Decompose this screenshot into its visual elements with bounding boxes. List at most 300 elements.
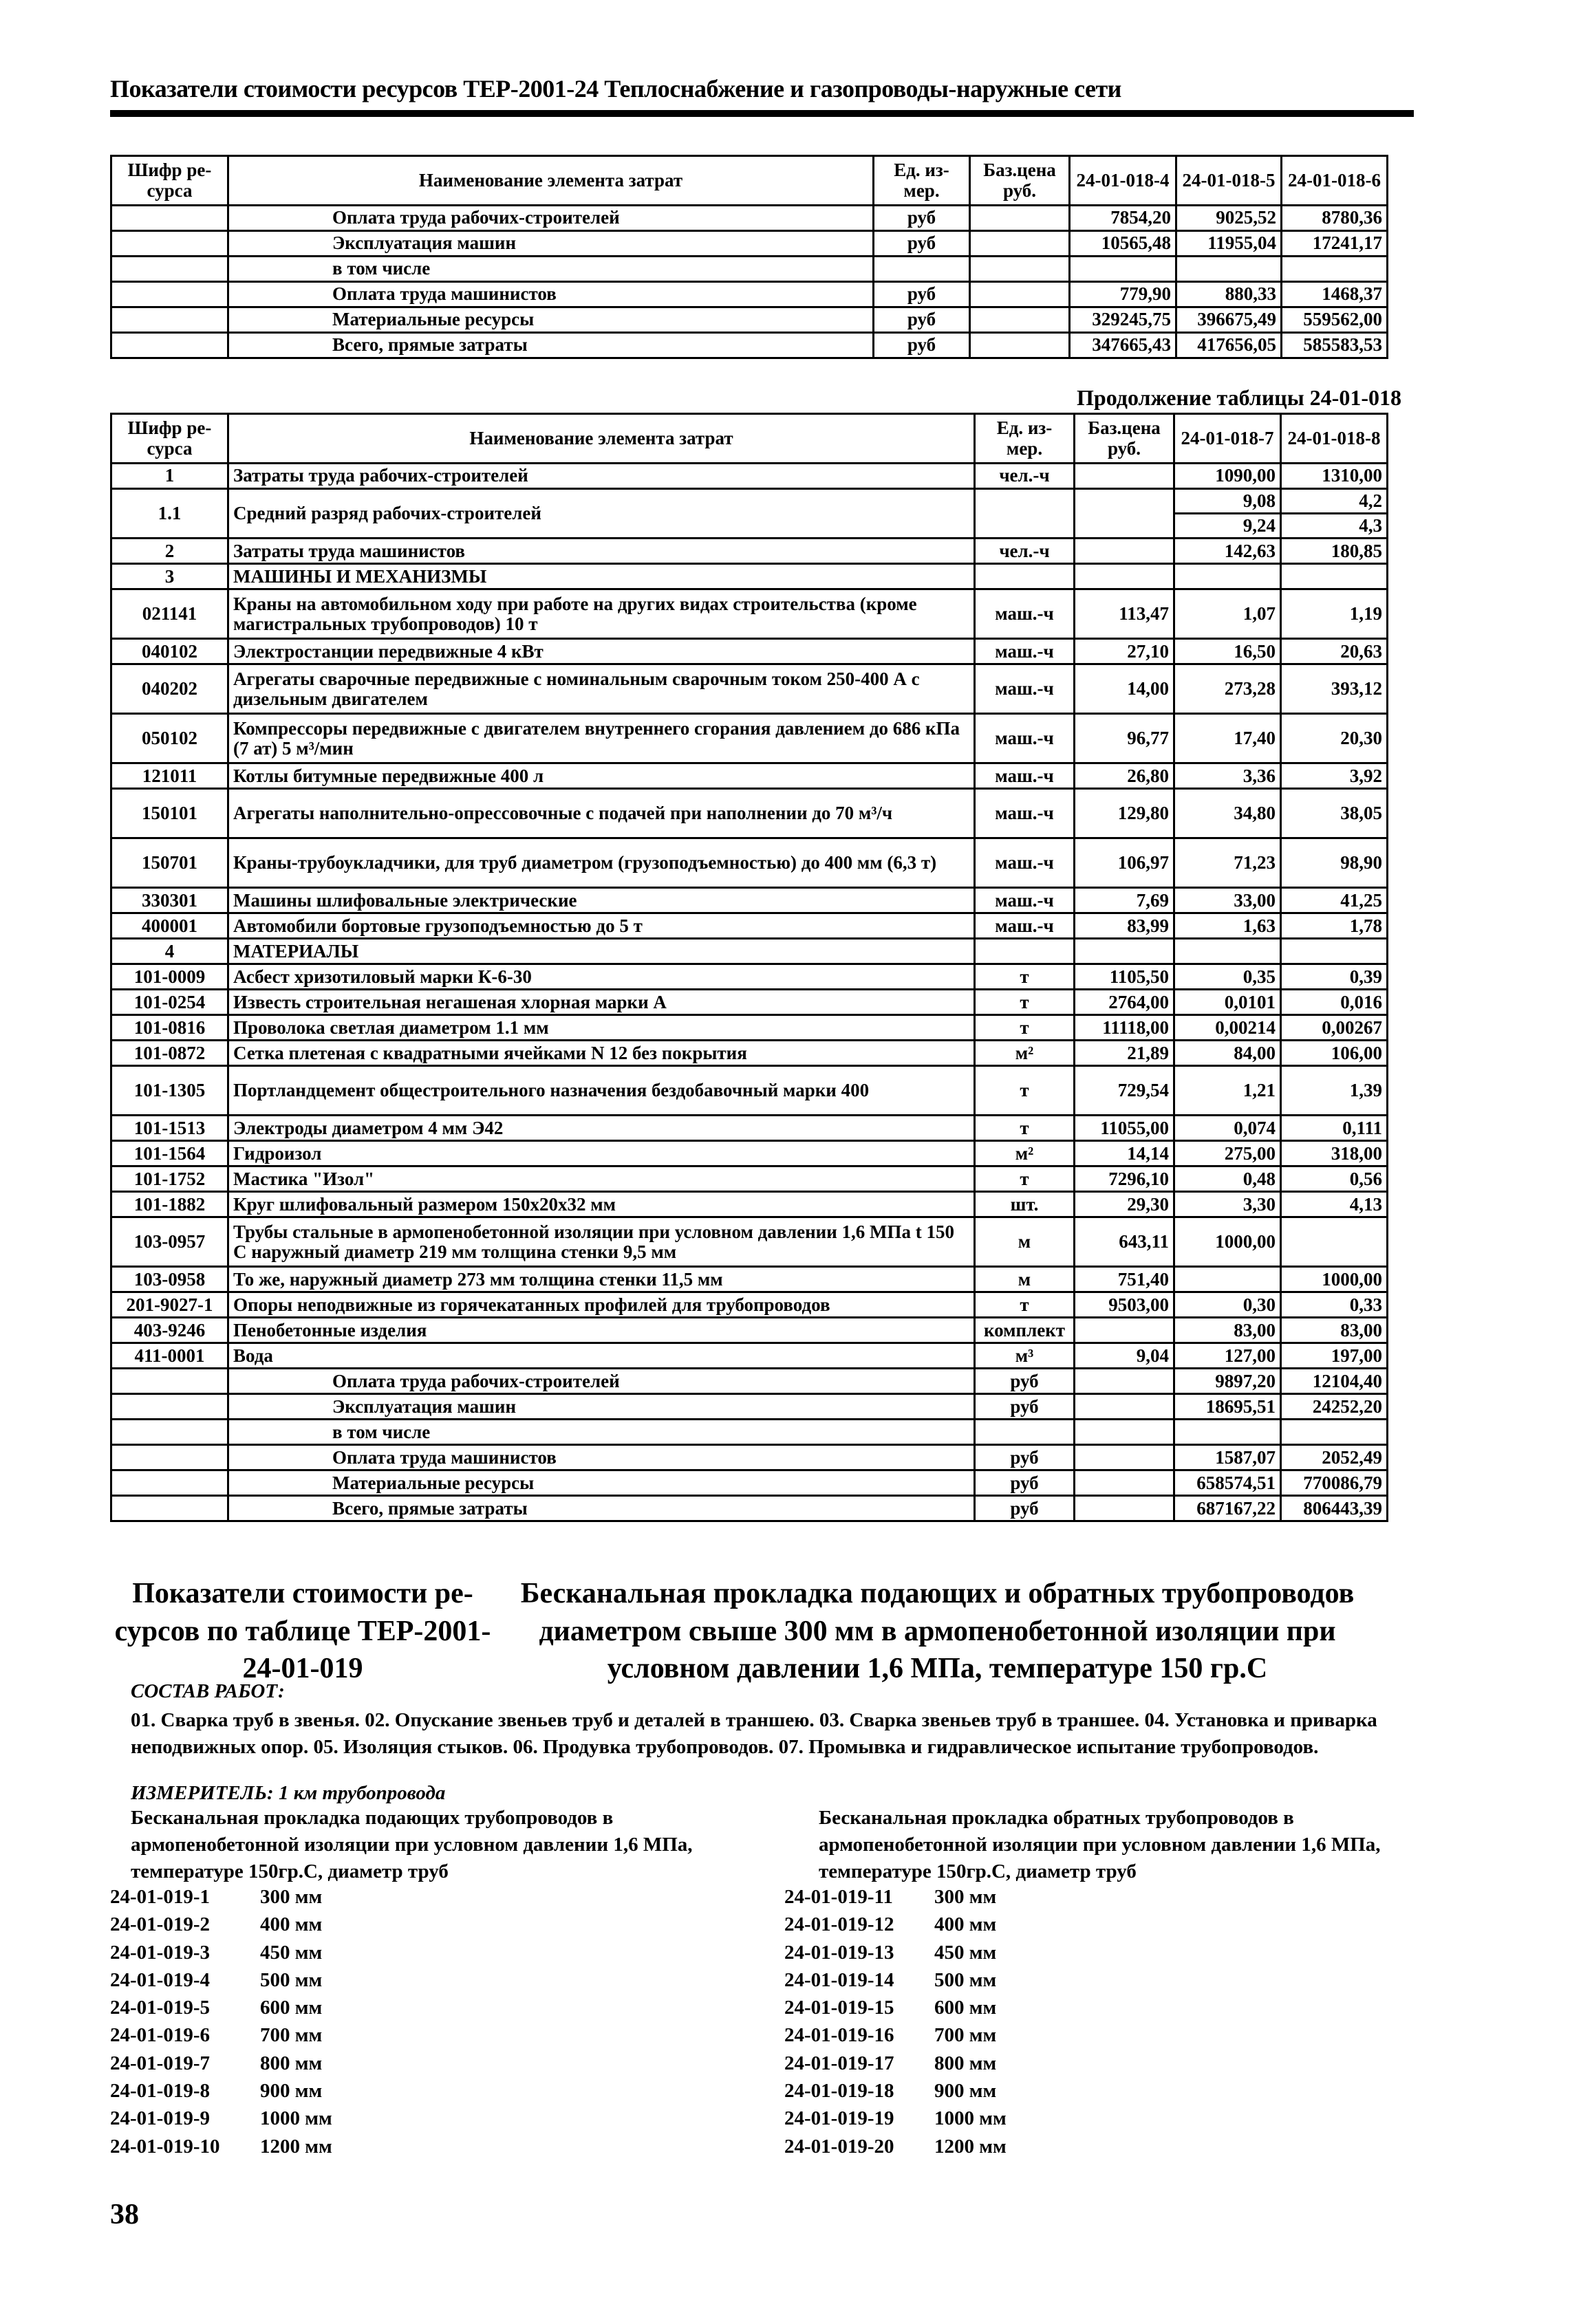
table-row — [111, 231, 1388, 257]
cell-name: Вода — [228, 1343, 975, 1369]
cell-value: 0,074 — [1174, 1116, 1281, 1141]
cell-value — [1281, 939, 1388, 964]
cell-price — [970, 333, 1070, 358]
cell-name: Оплата труда рабочих-строителей — [228, 1369, 975, 1394]
norm-code: 24-01-019-16 — [784, 2024, 894, 2047]
cell-name: Оплата труда рабочих-строителей — [228, 206, 874, 231]
cell-name: Всего, прямые затраты — [228, 1496, 975, 1521]
cell-price: 29,30 — [1075, 1192, 1174, 1217]
cell-value: 1,39 — [1281, 1066, 1388, 1116]
cell-code: 150701 — [111, 838, 228, 888]
cell-value: 1468,37 — [1282, 282, 1388, 307]
cell-unit: руб — [874, 206, 970, 231]
cell-code: 101-0009 — [111, 964, 228, 990]
cell-price: 83,99 — [1075, 913, 1174, 939]
cell-name: Агрегаты сварочные передвижные с номинальным сварочным током 250-400 А с дизельным двигателем — [228, 664, 975, 714]
cell-value: 3,36 — [1174, 763, 1281, 789]
cell-value: 4,13 — [1281, 1192, 1388, 1217]
cell-price — [1075, 1420, 1174, 1445]
sub-value: 4,3 — [1359, 515, 1382, 536]
cell-code — [111, 307, 228, 333]
code-list-item — [110, 1883, 332, 1911]
cell-price: 751,40 — [1075, 1267, 1174, 1292]
pipe-diameter: 400 мм — [934, 1913, 997, 1936]
col-header-name: Наименование элемента затрат — [228, 414, 975, 464]
cell-value: 20,30 — [1281, 714, 1388, 763]
table-row — [111, 1343, 1388, 1369]
cell-value: 10565,48 — [1070, 231, 1176, 257]
cell-name: Асбест хризотиловый марки К-6-30 — [228, 964, 975, 990]
right-codes-list — [784, 1883, 1007, 2160]
cell-value: 1,19 — [1281, 589, 1388, 639]
cell-value: 34,80 — [1174, 789, 1281, 838]
cell-unit: т — [975, 1292, 1075, 1318]
cell-value: 0,48 — [1174, 1166, 1281, 1192]
cell-price — [970, 282, 1070, 307]
norm-code: 24-01-019-20 — [784, 2135, 894, 2158]
page-header: Показатели стоимости ресурсов ТЕР-2001-24 Теплоснабжение и газопроводы-наружные сети — [110, 75, 1121, 102]
cell-unit: т — [975, 1066, 1075, 1116]
col-header-018-8: 24-01-018-8 — [1281, 414, 1388, 464]
norm-code: 24-01-019-12 — [784, 1913, 894, 1936]
continuation-caption: Продолжение таблицы 24-01-018 — [1077, 385, 1401, 410]
pipe-diameter: 500 мм — [934, 1968, 997, 1991]
cell-value: 770086,79 — [1281, 1470, 1388, 1496]
cell-value: 41,25 — [1281, 888, 1388, 913]
cell-value — [1174, 1267, 1281, 1292]
cell-value: 559562,00 — [1282, 307, 1388, 333]
cell-price: 106,97 — [1075, 838, 1174, 888]
cell-name: Электроды диаметром 4 мм Э42 — [228, 1116, 975, 1141]
cell-name: Эксплуатация машин — [228, 231, 874, 257]
cell-value: 2052,49 — [1281, 1445, 1388, 1470]
cell-price: 129,80 — [1075, 789, 1174, 838]
cell-value: 1,21 — [1174, 1066, 1281, 1116]
cell-value — [1281, 489, 1388, 539]
pipe-diameter: 1200 мм — [260, 2135, 332, 2158]
cell-value — [1281, 564, 1388, 589]
cell-name: Средний разряд рабочих-строителей — [228, 489, 975, 539]
cell-unit: шт. — [975, 1192, 1075, 1217]
code-list-item — [784, 1966, 1007, 1994]
cell-unit: чел.-ч — [975, 464, 1075, 489]
table-row — [111, 763, 1388, 789]
cell-name: Эксплуатация машин — [228, 1394, 975, 1420]
pipe-diameter: 700 мм — [260, 2024, 323, 2047]
cell-name: Всего, прямые затраты — [228, 333, 874, 358]
col-header-018-5: 24-01-018-5 — [1176, 156, 1282, 206]
cell-name: То же, наружный диаметр 273 мм толщина стенки 11,5 мм — [228, 1267, 975, 1292]
cell-price — [1075, 1394, 1174, 1420]
cell-unit — [975, 939, 1075, 964]
cell-value — [1281, 1420, 1388, 1445]
table-row — [111, 1116, 1388, 1141]
pipe-diameter: 900 мм — [260, 2080, 323, 2103]
cell-value: 1000,00 — [1281, 1267, 1388, 1292]
sub-value: 9,08 — [1175, 490, 1280, 514]
cell-value: 347665,43 — [1070, 333, 1176, 358]
cell-code: 121011 — [111, 763, 228, 789]
pipe-diameter: 600 мм — [260, 1997, 323, 2019]
cell-value: 8780,36 — [1282, 206, 1388, 231]
cell-code: 040102 — [111, 639, 228, 664]
code-list-item — [784, 1994, 1007, 2021]
cell-unit: маш.-ч — [975, 789, 1075, 838]
cell-price — [970, 206, 1070, 231]
cell-value: 83,00 — [1174, 1318, 1281, 1343]
pipe-diameter: 450 мм — [934, 1941, 997, 1964]
cell-name: Материальные ресурсы — [228, 307, 874, 333]
cell-unit — [975, 1420, 1075, 1445]
cell-value: 24252,20 — [1281, 1394, 1388, 1420]
cell-value — [1281, 1217, 1388, 1267]
cell-name: Гидроизол — [228, 1141, 975, 1166]
table-row — [111, 1394, 1388, 1420]
work-composition-text: 01. Сварка труб в звенья. 02. Опускание звеньев труб и деталей в траншею. 03. Сварка звеньев труб в траншее. 04. Установка и приварка неподвижных опор. 05. Изоляция стыков. 06. Продувка трубопроводов. 07. Промывка и гидравлическое испытание трубопроводов. — [131, 1709, 1377, 1759]
table-row — [111, 589, 1388, 639]
cell-unit — [975, 489, 1075, 539]
pipe-diameter: 450 мм — [260, 1941, 323, 1964]
cell-code — [111, 1394, 228, 1420]
cell-price — [1075, 1496, 1174, 1521]
table-row — [111, 964, 1388, 990]
cell-value: 106,00 — [1281, 1041, 1388, 1066]
cell-name: в том числе — [228, 1420, 975, 1445]
code-list-item — [110, 2021, 332, 2049]
norm-code: 24-01-019-8 — [110, 2080, 210, 2103]
cell-unit: т — [975, 1166, 1075, 1192]
cell-price: 21,89 — [1075, 1041, 1174, 1066]
col-header-018-4: 24-01-018-4 — [1070, 156, 1176, 206]
cell-value: 806443,39 — [1281, 1496, 1388, 1521]
cost-table-018-7-8 — [110, 413, 1388, 1522]
cell-value — [1174, 564, 1281, 589]
cell-value: 880,33 — [1176, 282, 1282, 307]
cell-unit: руб — [975, 1496, 1075, 1521]
cell-value: 779,90 — [1070, 282, 1176, 307]
table-row — [111, 990, 1388, 1015]
col-header-unit: Ед. из-мер. — [874, 156, 970, 206]
cell-unit: маш.-ч — [975, 763, 1075, 789]
cell-code: 040202 — [111, 664, 228, 714]
cost-table-018-4-6 — [110, 155, 1388, 359]
code-list-item — [110, 2050, 332, 2077]
cell-unit: руб — [874, 333, 970, 358]
cell-name: Опоры неподвижные из горячекатанных профилей для трубопроводов — [228, 1292, 975, 1318]
cell-unit: руб — [874, 282, 970, 307]
cell-unit: маш.-ч — [975, 589, 1075, 639]
cell-code — [111, 1496, 228, 1521]
cell-code: 1.1 — [111, 489, 228, 539]
cell-value: 3,92 — [1281, 763, 1388, 789]
cell-unit: маш.-ч — [975, 838, 1075, 888]
pipe-diameter: 400 мм — [260, 1913, 323, 1936]
cell-unit: руб — [975, 1369, 1075, 1394]
pipe-diameter: 1000 мм — [934, 2107, 1007, 2130]
cell-value: 1310,00 — [1281, 464, 1388, 489]
cell-unit: чел.-ч — [975, 539, 1075, 564]
code-list-item — [110, 1939, 332, 1966]
table-row — [111, 282, 1388, 307]
cell-unit: руб — [975, 1445, 1075, 1470]
norm-code: 24-01-019-19 — [784, 2107, 894, 2130]
cell-code: 400001 — [111, 913, 228, 939]
cell-code: 050102 — [111, 714, 228, 763]
section-right-title: Бесканальная прокладка подающих и обратных трубопроводов диаметром свыше 300 мм в армопенобетонной изоляции при условном давлении 1,6 МПа, температуре 150 гр.С — [520, 1578, 1355, 1685]
cell-code: 101-0254 — [111, 990, 228, 1015]
cell-code: 330301 — [111, 888, 228, 913]
header-rule — [110, 110, 1414, 117]
cell-name: Проволока светлая диаметром 1.1 мм — [228, 1015, 975, 1041]
table-row — [111, 489, 1388, 539]
col-header-unit: Ед. из-мер. — [975, 414, 1075, 464]
norm-code: 24-01-019-14 — [784, 1968, 894, 1991]
code-list-item — [784, 2133, 1007, 2160]
cell-value: 12104,40 — [1281, 1369, 1388, 1394]
cell-name: Машины шлифовальные электрические — [228, 888, 975, 913]
cell-code: 3 — [111, 564, 228, 589]
pipe-diameter: 300 мм — [934, 1886, 997, 1908]
pipe-diameter: 300 мм — [260, 1886, 323, 1908]
table-row — [111, 1217, 1388, 1267]
cell-code: 201-9027-1 — [111, 1292, 228, 1318]
cell-value: 1000,00 — [1174, 1217, 1281, 1267]
table-row — [111, 1041, 1388, 1066]
pipe-diameter: 500 мм — [260, 1968, 323, 1991]
table-row — [111, 639, 1388, 664]
col-header-price: Баз.цена руб. — [970, 156, 1070, 206]
cell-code: 101-0816 — [111, 1015, 228, 1041]
cell-unit: маш.-ч — [975, 913, 1075, 939]
cell-price — [1075, 939, 1174, 964]
cell-code — [111, 1445, 228, 1470]
cell-value: 0,30 — [1174, 1292, 1281, 1318]
cell-value — [1176, 257, 1282, 282]
cell-code: 101-1752 — [111, 1166, 228, 1192]
cell-unit: маш.-ч — [975, 888, 1075, 913]
cell-unit: м² — [975, 1141, 1075, 1166]
cell-unit — [874, 257, 970, 282]
cell-value: 9897,20 — [1174, 1369, 1281, 1394]
cell-value: 1587,07 — [1174, 1445, 1281, 1470]
cell-unit: т — [975, 990, 1075, 1015]
pipe-diameter: 700 мм — [934, 2024, 997, 2047]
cell-value: 84,00 — [1174, 1041, 1281, 1066]
table-row — [111, 1015, 1388, 1041]
norm-code: 24-01-019-7 — [110, 2052, 210, 2074]
cell-unit: м³ — [975, 1343, 1075, 1369]
cell-price: 14,00 — [1075, 664, 1174, 714]
cell-price: 729,54 — [1075, 1066, 1174, 1116]
cell-unit: м — [975, 1217, 1075, 1267]
cell-price: 7,69 — [1075, 888, 1174, 913]
norm-code: 24-01-019-11 — [784, 1886, 893, 1908]
cell-value: 142,63 — [1174, 539, 1281, 564]
table-row — [111, 1496, 1388, 1521]
code-list-item — [784, 1911, 1007, 1938]
cell-value: 16,50 — [1174, 639, 1281, 664]
cell-value: 9025,52 — [1176, 206, 1282, 231]
cell-name: Оплата труда машинистов — [228, 1445, 975, 1470]
right-description: Бесканальная прокладка обратных трубопроводов в армопенобетонной изоляции при условном давлении 1,6 МПа, температуре 150гр.С, диаметр труб — [819, 1807, 1381, 1883]
cell-code — [111, 1470, 228, 1496]
cell-code — [111, 1369, 228, 1394]
cell-price: 643,11 — [1075, 1217, 1174, 1267]
cell-code: 103-0957 — [111, 1217, 228, 1267]
cell-name: Мастика "Изол" — [228, 1166, 975, 1192]
cell-code — [111, 231, 228, 257]
cell-value — [1070, 257, 1176, 282]
cell-price: 9,04 — [1075, 1343, 1174, 1369]
work-composition-label: СОСТАВ РАБОТ: — [131, 1680, 285, 1702]
cell-price — [1075, 489, 1174, 539]
cell-price: 2764,00 — [1075, 990, 1174, 1015]
code-list-item — [784, 2105, 1007, 2132]
sub-value: 9,24 — [1243, 515, 1276, 536]
cell-value: 1,78 — [1281, 913, 1388, 939]
cell-unit: м — [975, 1267, 1075, 1292]
cell-price: 11118,00 — [1075, 1015, 1174, 1041]
col-header-018-6: 24-01-018-6 — [1282, 156, 1388, 206]
pipe-diameter: 800 мм — [260, 2052, 323, 2074]
cell-code: 411-0001 — [111, 1343, 228, 1369]
cell-value: 71,23 — [1174, 838, 1281, 888]
cell-name: МАШИНЫ И МЕХАНИЗМЫ — [228, 564, 975, 589]
table-row — [111, 1420, 1388, 1445]
code-list-item — [784, 2050, 1007, 2077]
code-list-item — [110, 2105, 332, 2132]
pipe-diameter: 900 мм — [934, 2080, 997, 2103]
cell-name: Электростанции передвижные 4 кВт — [228, 639, 975, 664]
cell-value: 33,00 — [1174, 888, 1281, 913]
table-row — [111, 1445, 1388, 1470]
table-row — [111, 307, 1388, 333]
cell-value: 83,00 — [1281, 1318, 1388, 1343]
cell-name: Сетка плетеная с квадратными ячейками N 12 без покрытия — [228, 1041, 975, 1066]
cell-value: 127,00 — [1174, 1343, 1281, 1369]
cell-value — [1174, 939, 1281, 964]
cell-name: Материальные ресурсы — [228, 1470, 975, 1496]
pipe-diameter: 600 мм — [934, 1997, 997, 2019]
cell-value: 0,111 — [1281, 1116, 1388, 1141]
cell-value: 180,85 — [1281, 539, 1388, 564]
cell-code: 021141 — [111, 589, 228, 639]
pipe-diameter: 800 мм — [934, 2052, 997, 2074]
cell-value: 275,00 — [1174, 1141, 1281, 1166]
cell-name: в том числе — [228, 257, 874, 282]
cell-name: Затраты труда рабочих-строителей — [228, 464, 975, 489]
pipe-diameter: 1200 мм — [934, 2135, 1007, 2158]
cell-price — [1075, 564, 1174, 589]
code-list-item — [110, 1994, 332, 2021]
cell-price — [1075, 1470, 1174, 1496]
cell-price: 113,47 — [1075, 589, 1174, 639]
norm-code: 24-01-019-17 — [784, 2052, 894, 2074]
norm-code: 24-01-019-15 — [784, 1997, 894, 2019]
cell-code — [111, 282, 228, 307]
cell-value: 17,40 — [1174, 714, 1281, 763]
norm-code: 24-01-019-4 — [110, 1968, 210, 1991]
cell-unit: м² — [975, 1041, 1075, 1066]
cell-unit — [975, 564, 1075, 589]
col-header-018-7: 24-01-018-7 — [1174, 414, 1281, 464]
cell-code: 1 — [111, 464, 228, 489]
cell-unit: руб — [874, 307, 970, 333]
cell-name: Известь строительная негашеная хлорная марки А — [228, 990, 975, 1015]
cell-name: Затраты труда машинистов — [228, 539, 975, 564]
cell-code — [111, 333, 228, 358]
cell-price: 11055,00 — [1075, 1116, 1174, 1141]
cell-price — [1075, 1445, 1174, 1470]
cell-value: 417656,05 — [1176, 333, 1282, 358]
cell-code: 101-0872 — [111, 1041, 228, 1066]
cell-name: Компрессоры передвижные с двигателем внутреннего сгорания давлением до 686 кПа (7 ат) 5 м³/мин — [228, 714, 975, 763]
code-list-item — [110, 2077, 332, 2105]
norm-code: 24-01-019-6 — [110, 2024, 210, 2047]
cell-value: 11955,04 — [1176, 231, 1282, 257]
cell-value: 0,00267 — [1281, 1015, 1388, 1041]
norm-code: 24-01-019-10 — [110, 2135, 220, 2158]
left-codes-list — [110, 1883, 332, 2160]
table-row — [111, 539, 1388, 564]
cell-value — [1174, 489, 1281, 539]
cell-value: 0,016 — [1281, 990, 1388, 1015]
code-list-item — [784, 1883, 1007, 1911]
cell-code — [111, 257, 228, 282]
cell-value — [1282, 257, 1388, 282]
cell-price — [1075, 1318, 1174, 1343]
code-list-item — [784, 1939, 1007, 1966]
cell-value: 318,00 — [1281, 1141, 1388, 1166]
table-row — [111, 939, 1388, 964]
col-header-price: Баз.цена руб. — [1075, 414, 1174, 464]
page-number: 38 — [110, 2199, 139, 2230]
table-row — [111, 664, 1388, 714]
cell-price: 9503,00 — [1075, 1292, 1174, 1318]
cell-value: 0,00214 — [1174, 1015, 1281, 1041]
cell-code — [111, 206, 228, 231]
cell-price — [1075, 1369, 1174, 1394]
cell-value: 1090,00 — [1174, 464, 1281, 489]
cell-value: 329245,75 — [1070, 307, 1176, 333]
col-header-code: Шифр ре-сурса — [111, 414, 228, 464]
cell-code: 101-1305 — [111, 1066, 228, 1116]
cell-value: 98,90 — [1281, 838, 1388, 888]
table-row — [111, 888, 1388, 913]
table-row — [111, 1166, 1388, 1192]
cell-name: Оплата труда машинистов — [228, 282, 874, 307]
col-header-code: Шифр ре-сурса — [111, 156, 228, 206]
cell-price: 96,77 — [1075, 714, 1174, 763]
cell-unit: маш.-ч — [975, 639, 1075, 664]
code-list-item — [784, 2021, 1007, 2049]
table-row — [111, 1470, 1388, 1496]
cell-value: 0,39 — [1281, 964, 1388, 990]
code-list-item — [784, 2077, 1007, 2105]
cell-value: 687167,22 — [1174, 1496, 1281, 1521]
cell-unit: руб — [874, 231, 970, 257]
cell-name: МАТЕРИАЛЫ — [228, 939, 975, 964]
left-description: Бесканальная прокладка подающих трубопроводов в армопенобетонной изоляции при условном давлении 1,6 МПа, температуре 150гр.С, диаметр труб — [131, 1807, 693, 1883]
cell-price — [970, 257, 1070, 282]
cell-value: 7854,20 — [1070, 206, 1176, 231]
cell-value: 396675,49 — [1176, 307, 1282, 333]
cell-value: 0,0101 — [1174, 990, 1281, 1015]
norm-code: 24-01-019-5 — [110, 1997, 210, 2019]
table-row — [111, 1318, 1388, 1343]
cell-code: 2 — [111, 539, 228, 564]
code-list-item — [110, 1966, 332, 1994]
